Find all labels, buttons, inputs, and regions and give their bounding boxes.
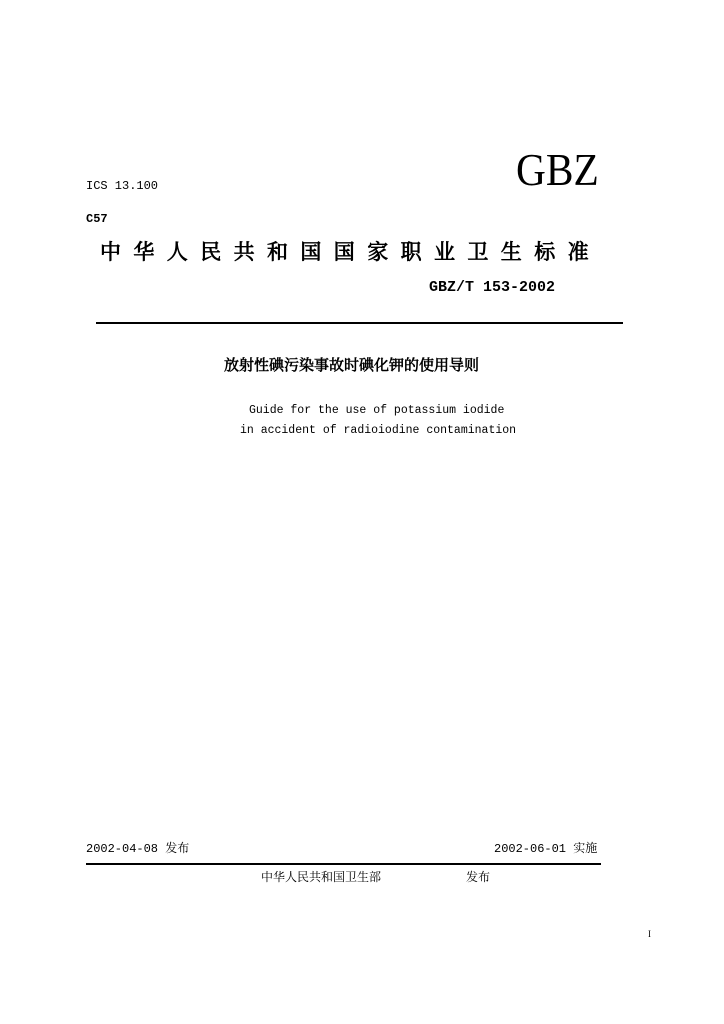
- page-number: I: [648, 929, 651, 939]
- implementation-date: 2002-06-01 实施: [494, 842, 598, 856]
- footer-divider: [86, 863, 601, 865]
- standard-category-title: 中华人民共和国国家职业卫生标准: [100, 240, 601, 264]
- document-title-english-line1: Guide for the use of potassium iodide: [249, 404, 505, 417]
- document-title-chinese: 放射性碘污染事故时碘化钾的使用导则: [224, 356, 480, 374]
- gbz-logo: GBZ: [516, 144, 599, 195]
- header-divider: [96, 322, 623, 324]
- ics-code: ICS 13.100: [86, 179, 159, 193]
- issuing-authority: 中华人民共和国卫生部: [261, 870, 382, 884]
- standard-number: GBZ/T 153-2002: [429, 279, 556, 296]
- ccs-code: C57: [86, 212, 108, 226]
- issue-date: 2002-04-08 发布: [86, 842, 190, 856]
- document-title-english-line2: in accident of radioiodine contamination: [240, 424, 517, 437]
- issuing-action: 发布: [466, 870, 491, 884]
